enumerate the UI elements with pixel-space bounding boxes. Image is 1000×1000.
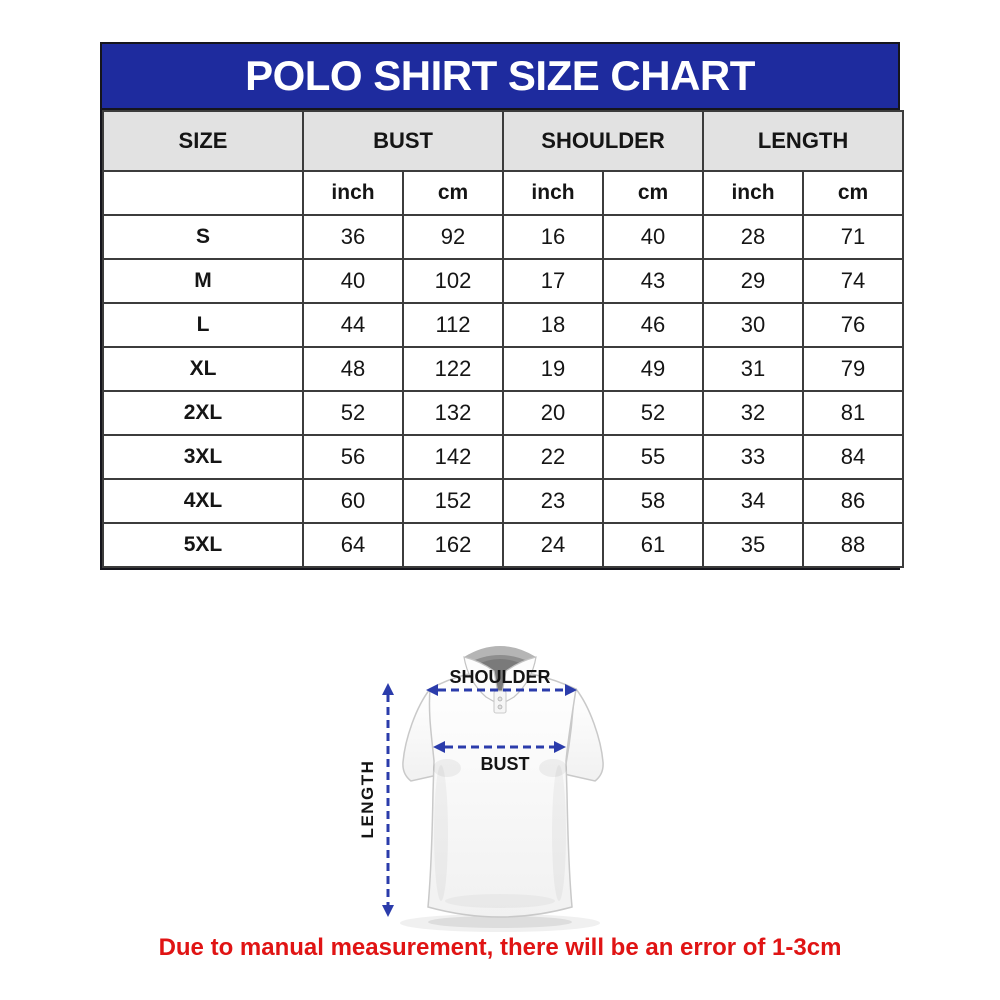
table-header-row <box>103 111 903 171</box>
table-row-l <box>103 303 903 347</box>
length-label: LENGTH <box>358 759 377 839</box>
cell-value: 46 <box>603 303 703 347</box>
unit-header-bust-inch: inch <box>303 171 403 215</box>
cell-value: 152 <box>403 479 503 523</box>
cell-value: 43 <box>603 259 703 303</box>
cell-value: 112 <box>403 303 503 347</box>
cell-value: 58 <box>603 479 703 523</box>
size-label: S <box>103 215 303 259</box>
cell-value: 44 <box>303 303 403 347</box>
column-header-size: SIZE <box>103 111 303 171</box>
size-label: 5XL <box>103 523 303 567</box>
cell-value: 36 <box>303 215 403 259</box>
cell-value: 55 <box>603 435 703 479</box>
size-table <box>102 110 904 568</box>
size-label: M <box>103 259 303 303</box>
cell-value: 74 <box>803 259 903 303</box>
cell-value: 92 <box>403 215 503 259</box>
button-icon <box>498 697 502 701</box>
chart-title: POLO SHIRT SIZE CHART <box>245 52 755 99</box>
measurement-note: Due to manual measurement, there will be an error of 1-3cm <box>158 934 842 961</box>
cell-value: 81 <box>803 391 903 435</box>
size-label: 2XL <box>103 391 303 435</box>
cell-value: 30 <box>703 303 803 347</box>
cell-value: 64 <box>303 523 403 567</box>
length-arrow-icon <box>382 683 394 917</box>
cell-value: 24 <box>503 523 603 567</box>
cell-value: 49 <box>603 347 703 391</box>
unit-header-shoulder-inch: inch <box>503 171 603 215</box>
cell-value: 102 <box>403 259 503 303</box>
table-row-5xl <box>103 523 903 567</box>
cell-value: 19 <box>503 347 603 391</box>
column-header-length: LENGTH <box>703 111 903 171</box>
cell-value: 40 <box>603 215 703 259</box>
cell-value: 61 <box>603 523 703 567</box>
table-row-s <box>103 215 903 259</box>
cell-value: 29 <box>703 259 803 303</box>
table-row-m <box>103 259 903 303</box>
cell-value: 52 <box>303 391 403 435</box>
unit-header-length-cm: cm <box>803 171 903 215</box>
size-label: L <box>103 303 303 347</box>
table-units-row <box>103 171 903 215</box>
bust-label: BUST <box>480 754 530 774</box>
cell-value: 88 <box>803 523 903 567</box>
cell-value: 122 <box>403 347 503 391</box>
cell-value: 132 <box>403 391 503 435</box>
table-row-2xl <box>103 391 903 435</box>
cell-value: 32 <box>703 391 803 435</box>
column-header-shoulder: SHOULDER <box>503 111 703 171</box>
cell-value: 33 <box>703 435 803 479</box>
shoulder-label: SHOULDER <box>449 667 551 687</box>
cell-value: 16 <box>503 215 603 259</box>
cell-value: 23 <box>503 479 603 523</box>
cell-value: 18 <box>503 303 603 347</box>
cell-value: 22 <box>503 435 603 479</box>
chart-title-bar <box>102 44 898 110</box>
column-header-bust: BUST <box>303 111 503 171</box>
unit-header-length-inch: inch <box>703 171 803 215</box>
cell-value: 20 <box>503 391 603 435</box>
cell-value: 71 <box>803 215 903 259</box>
table-row-xl <box>103 347 903 391</box>
cell-value: 76 <box>803 303 903 347</box>
cell-value: 162 <box>403 523 503 567</box>
cell-value: 35 <box>703 523 803 567</box>
table-row-4xl <box>103 479 903 523</box>
size-label: 3XL <box>103 435 303 479</box>
size-chart-table-container <box>100 42 900 570</box>
cell-value: 84 <box>803 435 903 479</box>
size-label: 4XL <box>103 479 303 523</box>
cell-value: 56 <box>303 435 403 479</box>
unit-header-shoulder-cm: cm <box>603 171 703 215</box>
cell-value: 142 <box>403 435 503 479</box>
cell-value: 34 <box>703 479 803 523</box>
cell-value: 86 <box>803 479 903 523</box>
button-icon <box>498 705 502 709</box>
cell-value: 40 <box>303 259 403 303</box>
polo-shirt-illustration <box>328 633 678 943</box>
table-row-3xl <box>103 435 903 479</box>
cell-value: 52 <box>603 391 703 435</box>
measurement-diagram <box>328 633 678 943</box>
unit-header-bust-cm: cm <box>403 171 503 215</box>
size-label: XL <box>103 347 303 391</box>
cell-value: 17 <box>503 259 603 303</box>
placket <box>494 691 506 713</box>
cell-value: 48 <box>303 347 403 391</box>
units-blank-cell <box>103 171 303 215</box>
cell-value: 60 <box>303 479 403 523</box>
cell-value: 28 <box>703 215 803 259</box>
cell-value: 31 <box>703 347 803 391</box>
cell-value: 79 <box>803 347 903 391</box>
